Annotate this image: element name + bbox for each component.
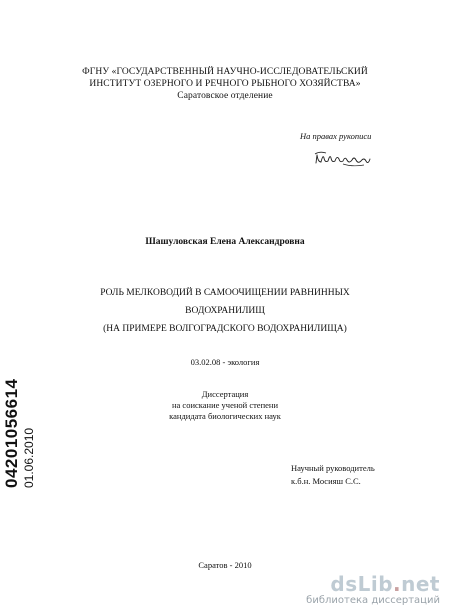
dissertation-degree	[0, 389, 450, 422]
stamp-date: 01.06.2010	[22, 427, 36, 488]
title-line-2: ВОДОХРАНИЛИЩ	[185, 306, 265, 316]
city-year: Саратов - 2010	[198, 560, 252, 570]
degree-line-2: на соискание ученой степени	[171, 400, 278, 410]
title-line-3: (НА ПРИМЕРЕ ВОЛГОГРАДСКОГО ВОДОХРАНИЛИЩА)	[103, 324, 347, 334]
institute-line-2: ИНСТИТУТ ОЗЕРНОГО И РЕЧНОГО РЫБНОГО ХОЗЯЙСТВА»	[89, 79, 361, 89]
watermark-logo-tld: net	[401, 572, 440, 596]
library-stamp	[0, 0, 36, 613]
stamp-code: 04201056614	[2, 378, 21, 488]
supervisor-name: к.б.н. Мосияш С.С.	[291, 476, 361, 486]
institute-line-1: ФГНУ «ГОСУДАРСТВЕННЫЙ НАУЧНО-ИССЛЕДОВАТЕЛЬСКИЙ	[82, 67, 368, 77]
watermark-logo-dot: .	[393, 572, 402, 596]
author-name: Шашуловская Елена Александровна	[145, 237, 305, 247]
institute-header	[0, 66, 450, 102]
scientific-supervisor	[291, 462, 375, 488]
institute-department: Саратовское отделение	[177, 91, 273, 101]
dissertation-title	[0, 284, 450, 338]
handwritten-signature	[312, 146, 376, 175]
watermark-subtitle: библиотека диссертаций	[306, 595, 440, 606]
supervisor-label: Научный руководитель	[291, 463, 375, 473]
degree-line-1: Диссертация	[201, 389, 249, 399]
watermark-logo	[306, 573, 440, 595]
watermark-logo-main: dsLib	[330, 572, 394, 596]
degree-line-3: кандидата биологических наук	[169, 411, 281, 421]
title-line-1: РОЛЬ МЕЛКОВОДИЙ В САМООЧИЩЕНИИ РАВНИННЫХ	[100, 288, 350, 298]
specialty-code: 03.02.08 - экология	[190, 357, 260, 367]
manuscript-rights-note: На правах рукописи	[300, 131, 372, 141]
dslib-watermark	[306, 573, 440, 607]
